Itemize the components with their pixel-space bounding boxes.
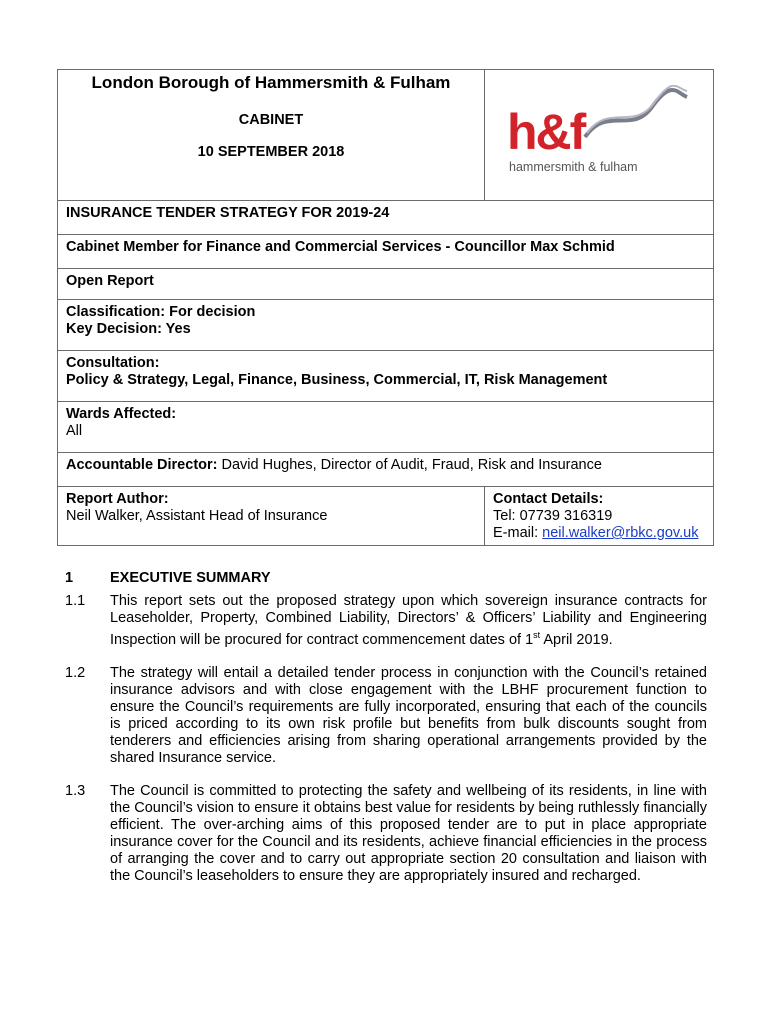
paragraph-text: The Council is committed to protecting the safety and wellbeing of its residents, in line with the Council’s vision to ensure it obtains best value for residents by being ruthlessly financially efficient. The over-arching aims of this proposed tender are to put in place appropriate insurance cover for the Council and its residents, achieve financial efficiencies in the process of arranging the cover and to carry out appropriate section 20 consultation and liaison with the Council’s leaseholders to ensure they are appropriately insured and recharged. <box>110 782 707 884</box>
paragraph-text-part: April 2019. <box>540 631 613 648</box>
section-heading <box>65 570 707 587</box>
open-report: Open Report <box>58 269 714 300</box>
contact-email-link[interactable]: neil.walker@rbkc.gov.uk <box>542 525 699 541</box>
paragraph-1-3 <box>65 783 707 885</box>
paragraph-number: 1.3 <box>65 782 86 799</box>
paragraph-text-part: This report sets out the proposed strategy upon which sovereign insurance contracts for Leaseholder, Property, Combined Liability, Directors’ & Officers’ Liability and Engineering Inspection will be procured for contract commencement dates of 1 <box>110 593 707 648</box>
meeting-date: 10 SEPTEMBER 2018 <box>197 144 345 160</box>
paragraph-number: 1.1 <box>65 593 86 609</box>
report-header-table <box>57 69 714 546</box>
logo-mark: h&f <box>507 104 585 160</box>
council-name: London Borough of Hammersmith & Fulham <box>91 73 451 92</box>
contact-cell <box>485 487 714 546</box>
executive-summary <box>65 570 707 885</box>
consultation-value: Policy & Strategy, Legal, Finance, Business, Commercial, IT, Risk Management <box>66 372 608 388</box>
author-cell <box>58 487 485 546</box>
paragraph-1-1 <box>65 593 707 649</box>
contact-email-line <box>493 525 705 542</box>
ribbon-icon <box>577 85 689 145</box>
wards-cell <box>58 402 714 453</box>
paragraph-text <box>110 593 707 649</box>
paragraph-number: 1.2 <box>65 664 86 681</box>
logo-cell <box>485 70 714 201</box>
paragraph-1-2 <box>65 665 707 767</box>
director-value: David Hughes, Director of Audit, Fraud, Risk and Insurance <box>221 457 602 473</box>
report-title: INSURANCE TENDER STRATEGY FOR 2019-24 <box>58 201 714 235</box>
consultation-label: Consultation: <box>66 355 160 371</box>
hf-logo <box>507 85 707 185</box>
author-value: Neil Walker, Assistant Head of Insurance <box>66 508 328 524</box>
contact-email-label: E-mail: <box>493 525 543 541</box>
director-label: Accountable Director: <box>66 457 218 473</box>
section-number: 1 <box>65 570 74 586</box>
classification: Classification: For decision <box>66 304 256 320</box>
section-title: EXECUTIVE SUMMARY <box>110 570 271 586</box>
contact-tel: Tel: 07739 316319 <box>493 508 613 524</box>
superscript: st <box>533 630 541 640</box>
author-label: Report Author: <box>66 491 169 507</box>
logo-subtitle: hammersmith & fulham <box>509 160 638 174</box>
director-cell <box>58 453 714 487</box>
paragraph-text: The strategy will entail a detailed tender process in conjunction with the Council’s retained insurance advisors and with close engagement with the LBHF procurement function to ensure the Council’s requirements are fully incorporated, ensuring that each of the councils is priced according to its own risk profile but benefits from bulk discounts sought from tenderers and efficiencies arising from sharing operational arrangements provided by the shared Insurance service. <box>110 664 707 766</box>
meeting-name: CABINET <box>238 112 304 128</box>
title-cell <box>58 70 485 201</box>
key-decision: Key Decision: Yes <box>66 321 191 337</box>
wards-value: All <box>66 423 83 439</box>
consultation-cell <box>58 351 714 402</box>
cabinet-member: Cabinet Member for Finance and Commercial Services - Councillor Max Schmid <box>58 235 714 269</box>
contact-label: Contact Details: <box>493 491 604 507</box>
wards-label: Wards Affected: <box>66 406 177 422</box>
classification-cell <box>58 300 714 351</box>
